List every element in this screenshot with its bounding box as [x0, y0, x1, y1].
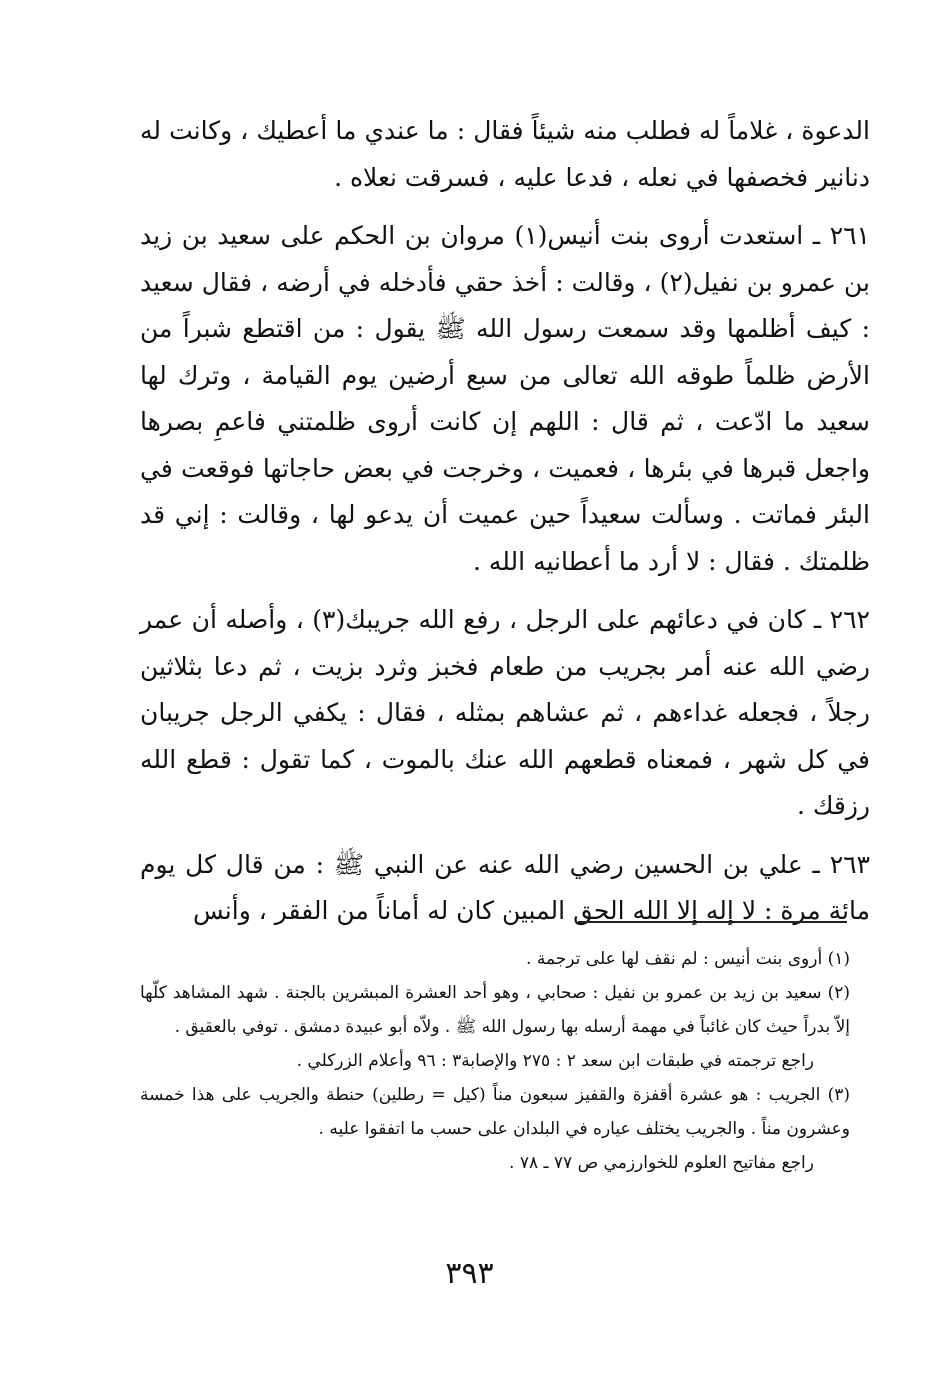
footnotes: [140, 942, 850, 1180]
main-text: [140, 108, 870, 935]
footnote-2: (٢) سعيد بن زيد بن عمرو بن نفيل : صحابي ، وهو أحد العشرة المبشرين بالجنة . شهد المشاهد كلّها إلاّ بدراً حيث كان غائباً في مهمة أرسله بها رسول الله ﷺ . ولاّه أبو عبيدة دمشق . توفي بالعقيق .: [140, 983, 850, 1037]
paragraph-continuation: الدعوة ، غلاماً له فطلب منه شيئاً فقال : ما عندي ما أعطيك ، وكانت له دنانير فخصفها في نعله ، فدعا عليه ، فسرقت نعلاه .: [140, 116, 870, 192]
footnote-1: (١) أروى بنت أنيس : لم نقف لها على ترجمة .: [526, 949, 850, 969]
page-number: ٣٩٣: [445, 1256, 494, 1291]
footnote-separator: [578, 921, 847, 923]
paragraph-262: ٢٦٢ ـ كان في دعائهم على الرجل ، رفع الله جريبك(٣) ، وأصله أن عمر رضي الله عنه أمر بجريب من طعام فخبز وثرد بزيت ، ثم دعا بثلاثين رجلاً ، فجعله غداءهم ، ثم عشاهم بمثله ، فقال : يكفي الرجل جريبان في كل شهر ، فمعناه قطعهم الله عنك بالموت ، كما تقول : قطع الله رزقك .: [140, 605, 870, 820]
paragraph-263: ٢٦٣ ـ علي بن الحسين رضي الله عنه عن النبي ﷺ : من قال كل يوم مائة مرة : لا إله إلا الله الحق المبين كان له أماناً من الفقر ، وأنس: [140, 849, 870, 925]
paragraph-261: ٢٦١ ـ استعدت أروى بنت أنيس(١) مروان بن الحكم على سعيد بن زيد بن عمرو بن نفيل(٢) ، وقالت : أخذ حقي فأدخله في أرضه ، فقال سعيد : كيف أظلمها وقد سمعت رسول الله ﷺ يقول : من اقتطع شبراً من الأرض ظلماً طوقه الله تعالى من سبع أرضين يوم القيامة ، وترك لها سعيد ما ادّعت ، ثم قال : اللهم إن كانت أروى ظلمتني فاعمِ بصرها واجعل قبرها في بئرها ، فعميت ، وخرجت في بعض حاجاتها فوقعت في البئر فماتت . وسألت سعيداً حين عميت أن يدعو لها ، وقالت : إني قد ظلمتك . فقال : لا أرد ما أعطانيه الله .: [140, 221, 871, 576]
footnote-3-reference: راجع مفاتيح العلوم للخوارزمي ص ٧٧ ـ ٧٨ .: [509, 1153, 814, 1173]
footnote-3: (٣) الجريب : هو عشرة أقفزة والقفيز سبعون مناً (كيل = رطلين) حنطة والجريب على هذا خمسة وعشرون مناً . والجريب يختلف عياره في البلدان على حسب ما اتفقوا عليه .: [140, 1085, 850, 1139]
footnote-2-reference: راجع ترجمته في طبقات ابن سعد ٢ : ٢٧٥ والإصابة٣ : ٩٦ وأعلام الزركلي .: [296, 1051, 814, 1071]
